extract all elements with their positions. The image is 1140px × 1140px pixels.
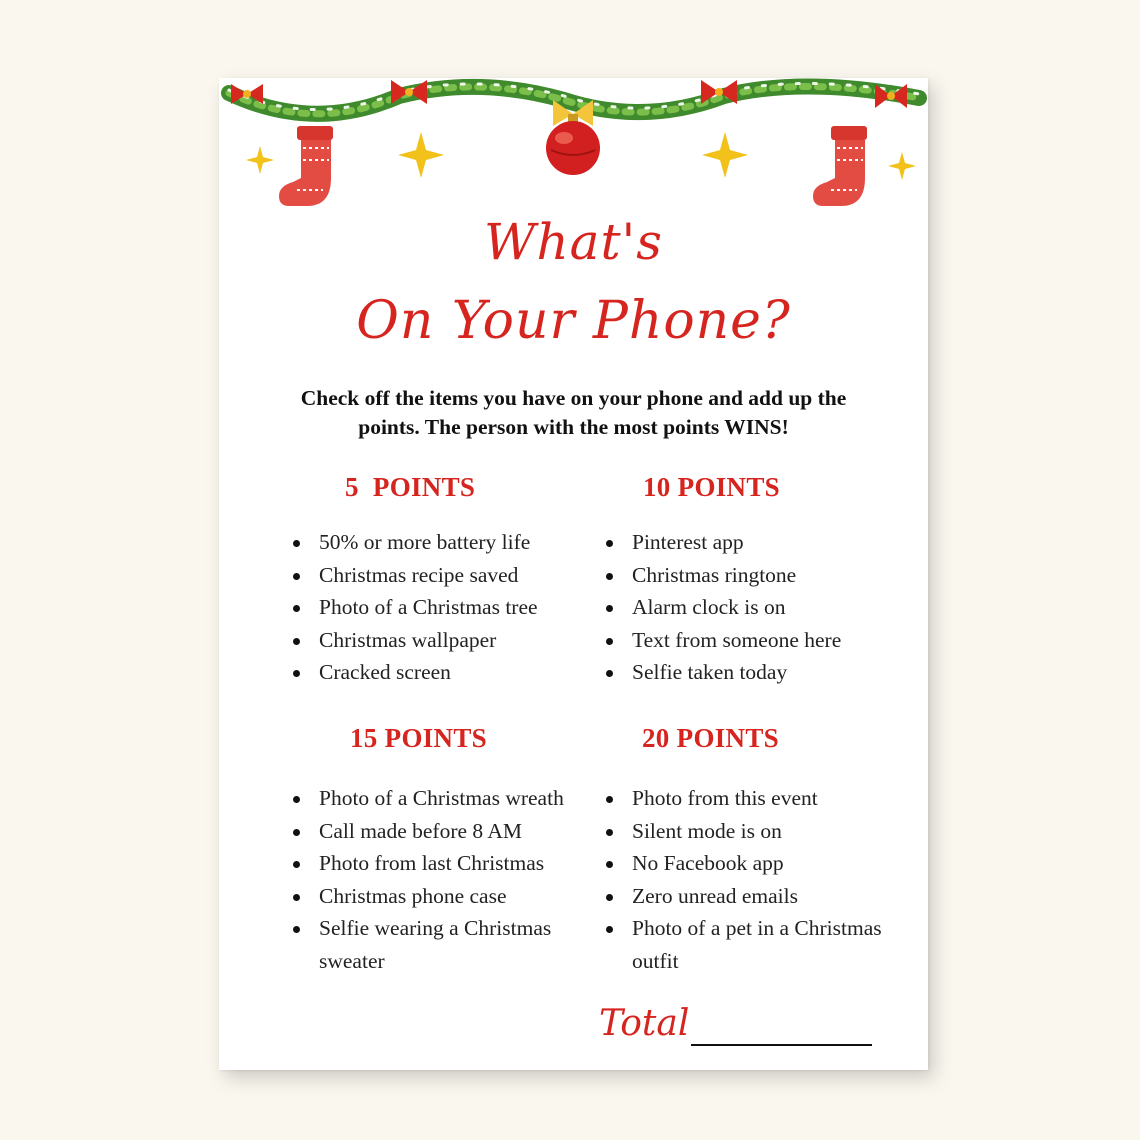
star-icon [888,152,916,180]
list-item: Christmas recipe saved [293,559,569,592]
section-heading-10-points: 10 POINTS [643,472,780,502]
instructions: Check off the items you have on your phone and add up the points. The person with the most points WINS! [300,386,847,439]
garland-icon [229,83,919,113]
total-blank-line [691,1044,872,1046]
list-item: Call made before 8 AM [293,815,569,848]
list-item: Christmas ringtone [606,559,882,592]
star-icon [702,132,748,178]
list-item: Selfie taken today [606,656,882,689]
list-item: Zero unread emails [606,880,882,913]
list-item: No Facebook app [606,847,882,880]
star-icon [398,132,444,178]
stocking-icon [813,126,867,206]
list-item: Photo of a pet in a Christmas outfit [606,912,882,977]
list-item: Christmas wallpaper [293,624,569,657]
stocking-icon [279,126,333,206]
title-line-1: What's [484,213,663,271]
title-line-2: On Your Phone? [356,291,791,351]
list-item: Photo from last Christmas [293,847,569,880]
star-icon [246,146,274,174]
item-list-20-points [606,782,882,977]
ornament-icon [546,100,600,175]
list-item: Photo from this event [606,782,882,815]
list-item: Cracked screen [293,656,569,689]
list-item: Christmas phone case [293,880,569,913]
item-list-5-points [293,526,569,689]
garland-decoration [219,78,928,228]
item-list-10-points [606,526,882,689]
list-item: Photo of a Christmas wreath [293,782,569,815]
list-item: Alarm clock is on [606,591,882,624]
list-item: Pinterest app [606,526,882,559]
list-item: Selfie wearing a Christmas sweater [293,912,569,977]
list-item: 50% or more battery life [293,526,569,559]
section-heading-15-points: 15 POINTS [350,723,487,753]
section-heading-20-points: 20 POINTS [642,723,779,753]
game-card [219,78,928,1070]
list-item: Photo of a Christmas tree [293,591,569,624]
total-label: Total [599,1003,690,1044]
item-list-15-points [293,782,569,977]
list-item: Text from someone here [606,624,882,657]
section-heading-5-points: 5 POINTS [345,472,476,502]
list-item: Silent mode is on [606,815,882,848]
